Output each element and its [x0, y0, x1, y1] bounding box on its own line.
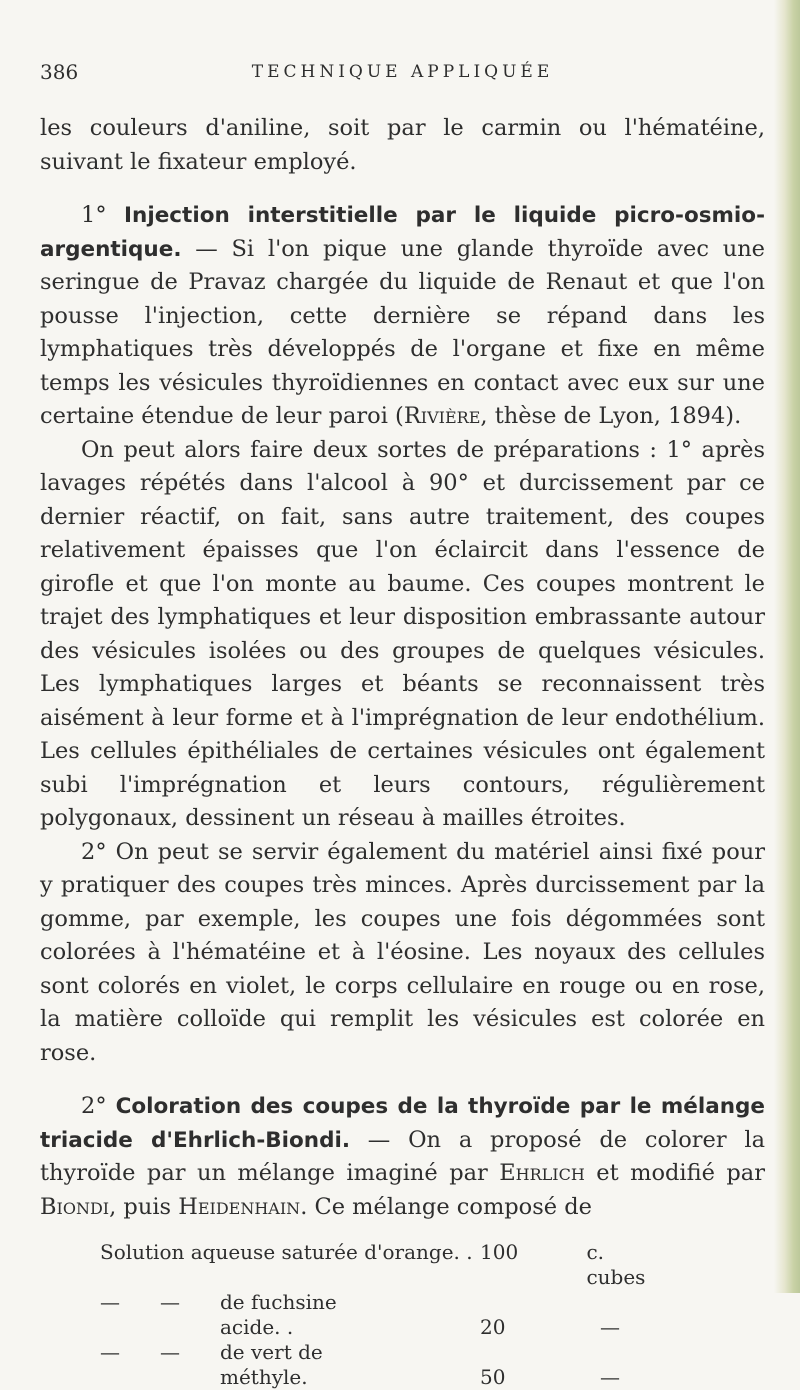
section-1-heading: Injection interstitielle par le liquide picro-osmio-argentique. — [40, 203, 765, 262]
paragraph-intro: les couleurs d'aniline, soit par le carmin ou l'hématéine, suivant le fixateur employé. — [40, 115, 765, 175]
formula-ditto: — — [100, 1340, 120, 1364]
formula-ditto: — — [100, 1290, 120, 1314]
formula-row — [100, 1290, 660, 1315]
section-2-text-a: — On a proposé de colorer la thyroïde par un mélange imaginé par — [40, 1126, 765, 1186]
running-title: TECHNIQUE APPLIQUÉE — [251, 62, 554, 82]
formula-table — [100, 1240, 660, 1390]
section-2-heading: Coloration des coupes de la thyroïde par le mélange triacide d'Ehrlich-Biondi. — [40, 1094, 766, 1153]
section-1-ref-name: Rivière — [403, 403, 481, 429]
section-1 — [40, 199, 765, 434]
book-page — [40, 60, 765, 1390]
section-2-text-d: . Ce mélange composé de — [300, 1193, 592, 1220]
formula-label: acide. . — [220, 1315, 294, 1339]
formula-row — [100, 1240, 660, 1290]
formula-label: de fuchsine — [220, 1290, 337, 1314]
section-2-name-heidenhain: Heidenhain — [178, 1193, 301, 1220]
paragraph-preparations: On peut alors faire deux sortes de préparations : 1° après lavages répétés dans l'alcool à 90° et durcissement par ce dernier réactif, on fait, sans autre traitement, des coupes relativement épaisses que l'on éclaircit dans l'essence de girofle et que l'on monte au baume. Ces coupes montrent le trajet des lymphatiques et leur disposition embrassante autour des vésicules isolées ou des groupes de quelques vésicules. Les lymphatiques larges et béants se reconnaissent très aisément à leur forme et à l'imprégnation de leur endothélium. Les cellules épithéliales de certaines vésicules ont également subi l'imprégnation et leurs contours, régulièrement polygonaux, dessinent un réseau à mailles étroites. — [40, 436, 765, 831]
formula-ditto: — — [160, 1340, 180, 1364]
paragraph-thin-sections: 2° On peut se servir également du matériel ainsi fixé pour y pratiquer des coupes très minces. Après durcissement par la gomme, par exemple, les coupes une fois dégommées sont colorées à l'hématéine et à l'éosine. Les noyaux des cellules sont colorés en violet, le corps cellulaire en rouge ou en rose, la matière colloïde qui remplit les vésicules est colorée en rose. — [40, 838, 765, 1066]
section-1-text-b: , thèse de Lyon, 1894). — [480, 403, 742, 429]
formula-label: de vert de — [220, 1340, 323, 1364]
formula-qty: 50 — [480, 1365, 506, 1389]
formula-ditto: — — [160, 1290, 180, 1314]
page-edge-shadow — [774, 0, 800, 1293]
page-number: 386 — [40, 60, 79, 84]
section-2-name-biondi: Biondi — [40, 1193, 110, 1220]
formula-label: méthyle. — [220, 1365, 308, 1389]
section-1-text-a: — Si l'on pique une glande thyroïde avec une seringue de Pravaz chargée du liquide de Renaut et que l'on pousse l'injection, cette dernière se répand dans les lymphatiques très développés de l'organe et fixe en même temps les vésicules thyroïdiennes en contact avec eux sur une certaine étendue de leur paroi ( — [40, 235, 765, 429]
section-1-number: 1° — [81, 202, 125, 228]
section-2-text-b: et modifié par — [584, 1160, 765, 1186]
formula-row — [100, 1365, 660, 1390]
formula-qty: 100 — [480, 1240, 519, 1264]
formula-unit: — — [600, 1315, 620, 1339]
page-header — [40, 60, 765, 90]
formula-label: Solution aqueuse saturée d'orange. . — [100, 1240, 473, 1264]
section-2-name-ehrlich: Ehrlich — [499, 1160, 585, 1186]
section-2-number: 2° — [81, 1093, 116, 1119]
formula-row — [100, 1340, 660, 1365]
formula-qty: 20 — [480, 1315, 506, 1339]
section-2-text-c: , puis — [109, 1193, 179, 1220]
formula-row — [100, 1315, 660, 1340]
formula-unit: — — [600, 1365, 620, 1389]
section-2 — [40, 1090, 765, 1224]
formula-unit: c. cubes — [586, 1240, 646, 1289]
